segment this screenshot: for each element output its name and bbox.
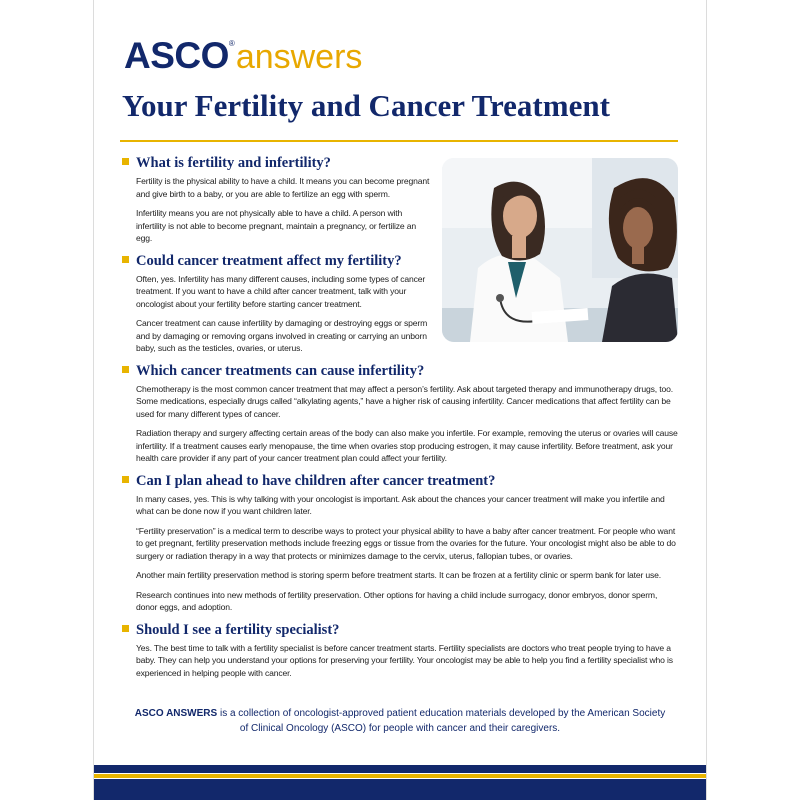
section-paragraph: Radiation therapy and surgery affecting certain areas of the body can also make you infertile. For example, removing the uterus or ovaries will cause infertility. If a treatment causes early menopause, the time when ovaries stop producing estrogen, it may cause infertility. Before treatment, ask your health care provider if any part of your cancer treatment plan could affect your fertility.	[136, 428, 678, 463]
bullet-square-icon	[122, 158, 129, 165]
footer-band-navy	[94, 765, 706, 773]
doctor-patient-photo	[442, 158, 678, 342]
section-heading: What is fertility and infertility?	[122, 154, 678, 172]
section-paragraph: Infertility means you are not physically able to have a child. A person with infertility is not able to become pregnant, maintain a pregnancy, or fertilize an egg.	[136, 208, 417, 243]
section-paragraph: Chemotherapy is the most common cancer treatment that may affect a person’s fertility. Ask about targeted therapy and immunotherapy drugs, too. Some medications, especially drugs called “alkylating agents,” have a higher risk of causing infertility. Cancer medications that affect fertility can be used for many different types of cancer.	[136, 383, 673, 419]
footer-text: is a collection of oncologist-approved patient education materials developed by the American Society of Clinical Oncology (ASCO) for people with cancer and their caregivers.	[217, 708, 666, 734]
logo-asco-text: ASCO	[124, 35, 229, 76]
section-plan-ahead	[122, 472, 678, 614]
section-heading: Can I plan ahead to have children after cancer treatment?	[122, 472, 678, 490]
section-which-treatments	[122, 362, 678, 465]
bullet-square-icon	[122, 256, 129, 263]
footer-band-gold	[94, 774, 706, 778]
section-paragraph: Fertility is the physical ability to have a child. It means you can become pregnant and give birth to a baby, or you are able to fertilize an egg with sperm.	[136, 176, 430, 199]
footer-brand: ASCO ANSWERS	[134, 708, 218, 719]
section-paragraph: Cancer treatment can cause infertility by damaging or destroying eggs or sperm and by damaging or removing organs involved in creating or carrying an unborn baby, such as the testicles, ovaries, or uterus.	[136, 318, 428, 353]
section-fertility-specialist	[122, 621, 678, 680]
page-title: Your Fertility and Cancer Treatment	[122, 88, 610, 123]
bullet-square-icon	[122, 366, 129, 373]
bullet-square-icon	[122, 625, 129, 632]
section-paragraph: Often, yes. Infertility has many different causes, including some types of cancer treatment. If you want to have a child after cancer treatment, talk with your oncologist about your fertility before starting cancer treatment.	[136, 273, 426, 309]
section-paragraph: Research continues into new methods of fertility preservation. Other options for having a child include surrogacy, donor embryos, donor sperm, donor eggs, and adoption.	[136, 589, 658, 612]
logo-registered-mark: ®	[228, 39, 235, 48]
footer-band-navy-bottom	[94, 779, 706, 800]
section-paragraph: Yes. The best time to talk with a fertility specialist is before cancer treatment starts. Fertility specialists are doctors who treat people trying to have a baby. They can help you understand your options for preserving your fertility. Your oncologist may be able to help you find a fertility specialist who is experienced in helping people with cancer.	[136, 642, 673, 678]
footer-note	[130, 706, 670, 736]
section-paragraph: Another main fertility preservation method is storing sperm before treatment starts. It can be frozen at a fertility clinic or sperm bank for later use.	[136, 570, 662, 580]
section-heading: Could cancer treatment affect my fertility?	[122, 252, 678, 270]
logo-answers-text: answers	[235, 38, 363, 76]
section-paragraph: “Fertility preservation” is a medical term to describe ways to protect your physical ability to have a baby after cancer treatment. For people who want to get pregnant, fertility preservation methods include freezing eggs or tissue from the ovaries for the future. Your oncologist might also be able to do surgery or radiation therapy in a way that protects or minimizes damage to the cervix, uterus, fallopian tubes, or ovaries.	[136, 525, 676, 561]
doctor-patient-illustration	[442, 158, 678, 342]
bullet-square-icon	[122, 476, 129, 483]
section-heading: Which cancer treatments can cause infertility?	[122, 362, 678, 380]
main-content	[122, 154, 678, 686]
section-heading: Should I see a fertility specialist?	[122, 621, 678, 639]
section-paragraph: In many cases, yes. This is why talking with your oncologist is important. Ask about the chances your cancer treatment will make you infertile and what can be done now if you want children later.	[136, 493, 665, 516]
asco-answers-logo	[124, 34, 362, 78]
title-divider	[120, 140, 678, 142]
